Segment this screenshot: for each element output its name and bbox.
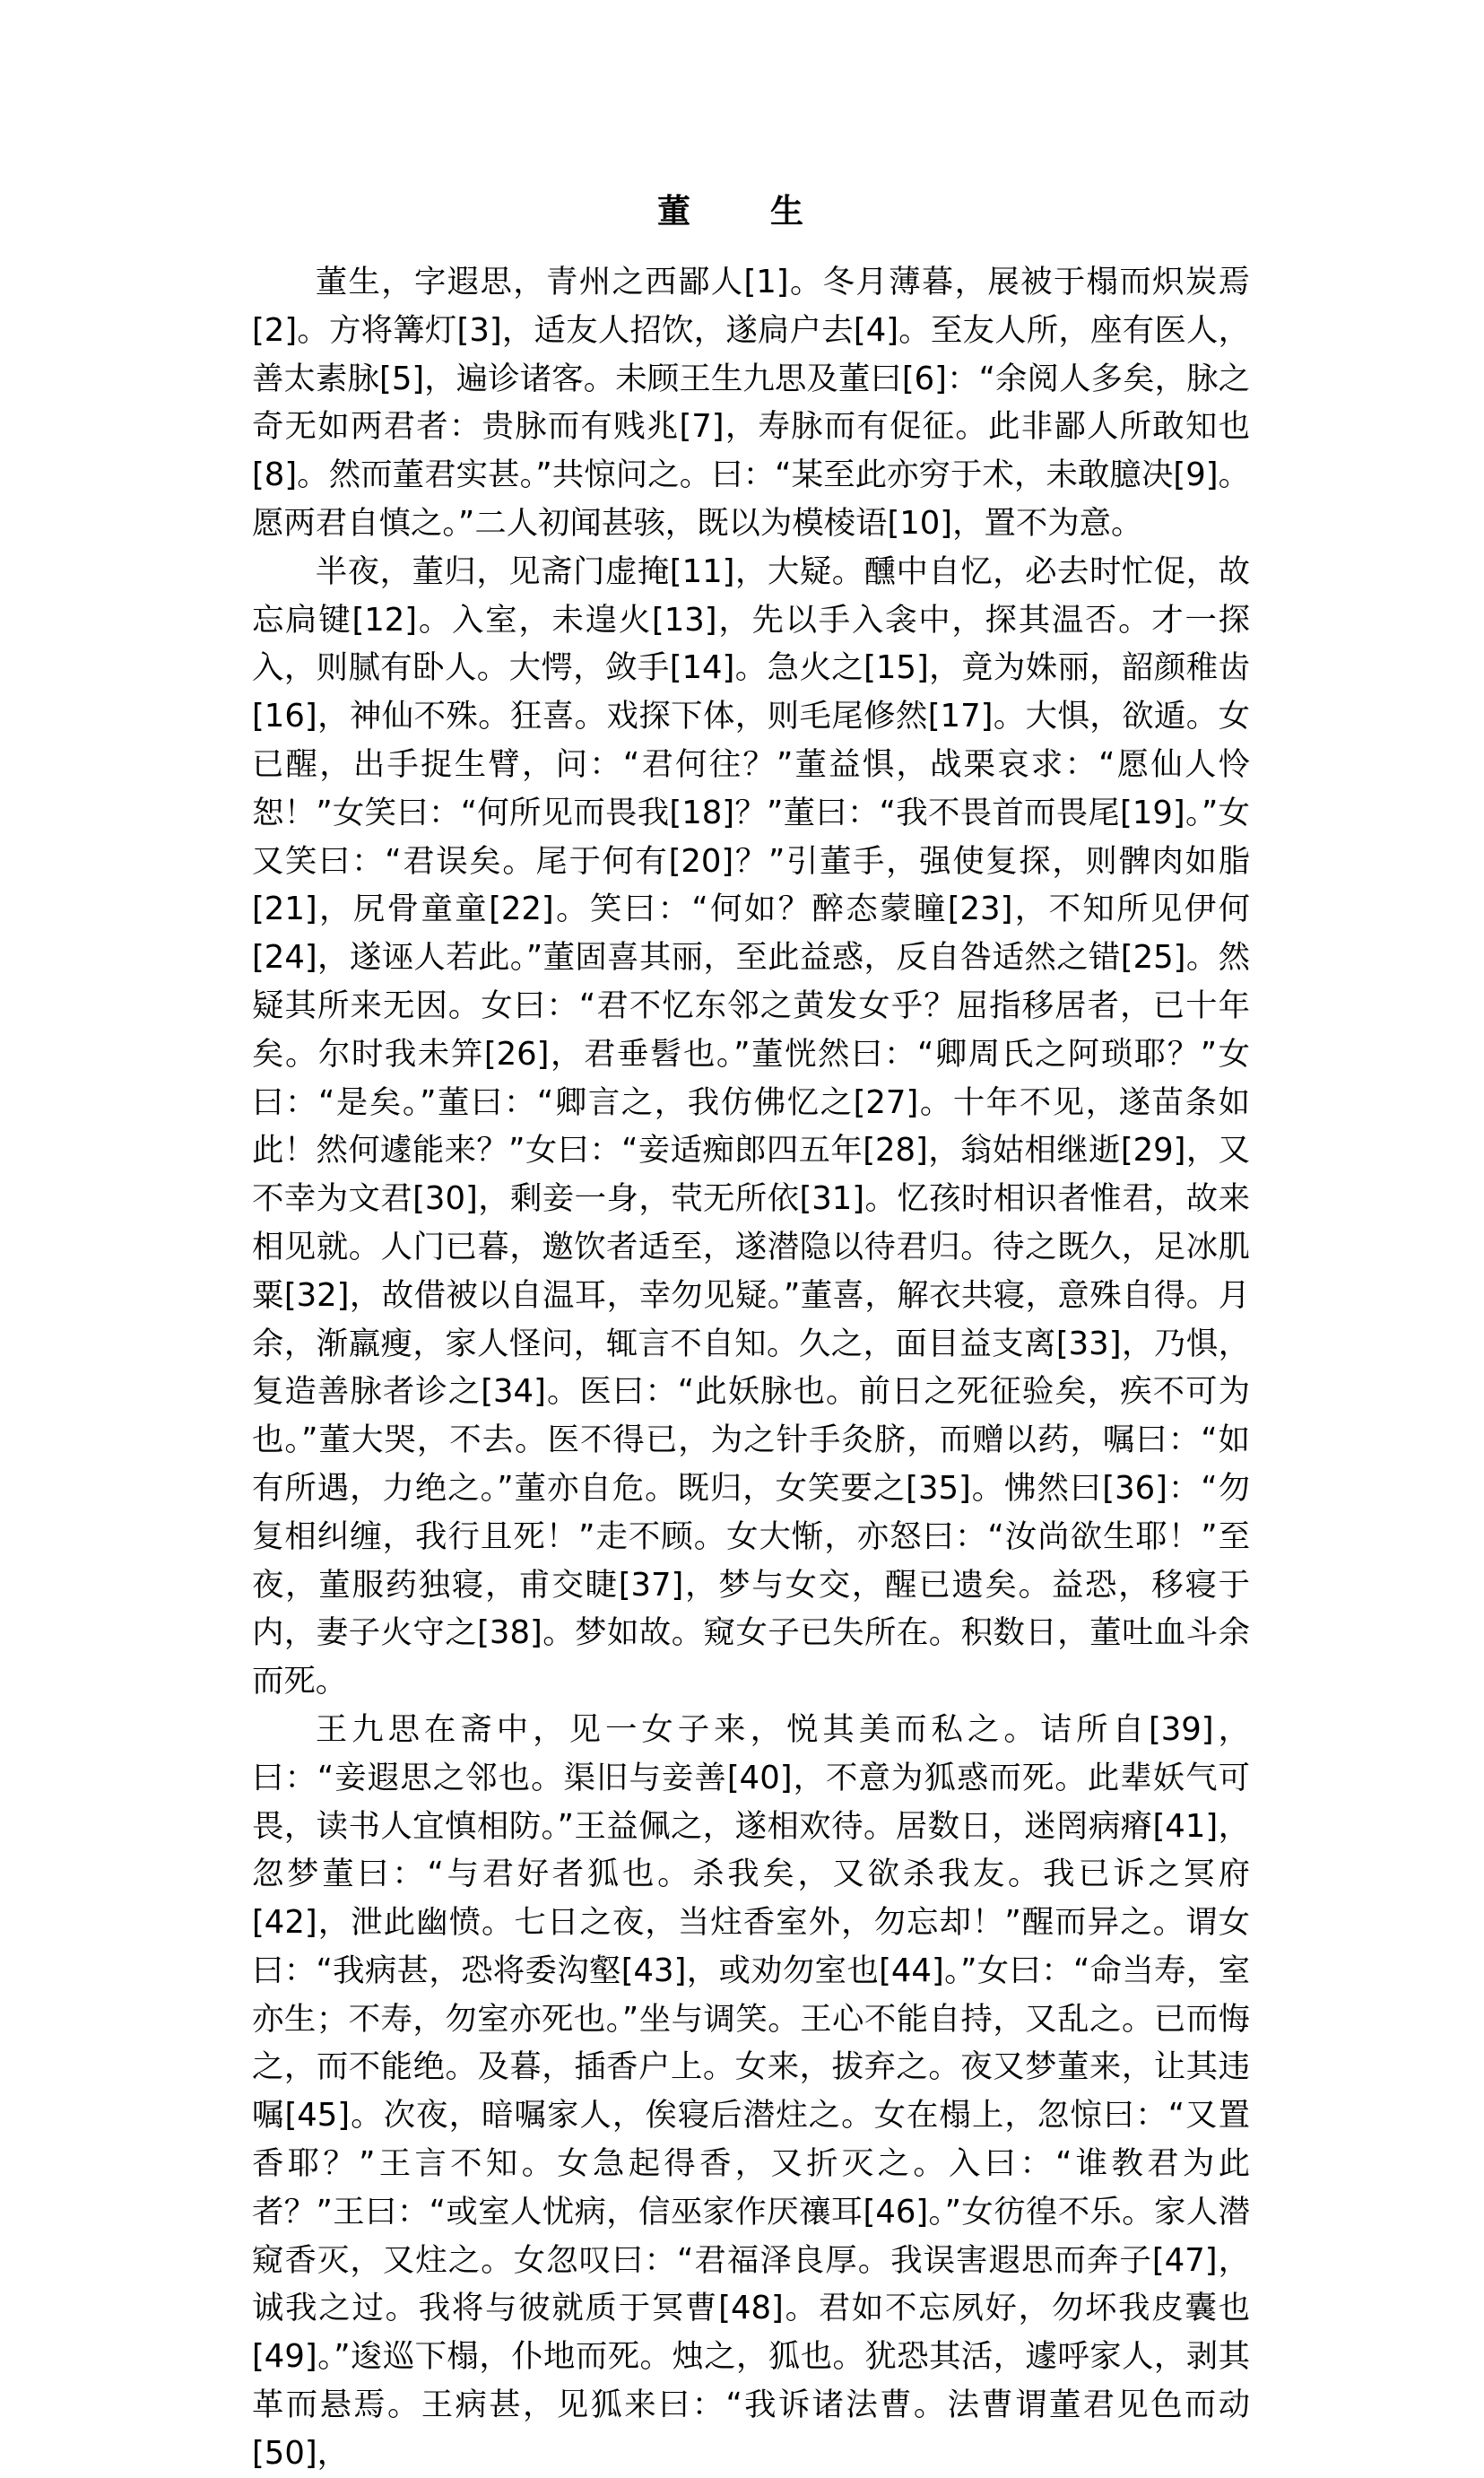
- paragraph-2: 半夜，董归，见斋门虚掩[11]，大疑。醺中自忆，必去时忙促，故忘扃键[12]。入室，未遑火[13]，先以手入衾中，探其温否。才一探入，则腻有卧人。大愕，敛手[14]。急火之[15]，竟为姝丽，韶颜稚齿[16]，神仙不殊。狂喜。戏探下体，则毛尾修然[17]。大惧，欲遁。女已醒，出手捉生臂，问：“君何往？”董益惧，战栗哀求：“愿仙人怜恕！”女笑曰：“何所见而畏我[18]？”董曰：“我不畏首而畏尾[19]。”女又笑曰：“君误矣。尾于何有[20]？”引董手，强使复探，则髀肉如脂[21]，尻骨童童[22]。笑曰：“何如？醉态蒙瞳[23]，不知所见伊何[24]，遂诬人若此。”董固喜其丽，至此益惑，反自咎适然之错[25]。然疑其所来无因。女曰：“君不忆东邻之黄发女乎？屈指移居者，已十年矣。尔时我未笄[26]，君垂髫也。”董恍然曰：“卿周氏之阿琐耶？”女曰：“是矣。”董曰：“卿言之，我仿佛忆之[27]。十年不见，遂苗条如此！然何遽能来？”女曰：“妾适痴郎四五年[28]，翁姑相继逝[29]，又不幸为文君[30]，剩妾一身，茕无所依[31]。忆孩时相识者惟君，故来相见就。人门已暮，邀饮者适至，遂潜隐以待君归。待之既久，足冰肌粟[32]，故借被以自温耳，幸勿见疑。”董喜，解衣共寝，意殊自得。月余，渐羸瘦，家人怪问，辄言不自知。久之，面目益支离[33]，乃惧，复造善脉者诊之[34]。医曰：“此妖脉也。前日之死征验矣，疾不可为也。”董大哭，不去。医不得已，为之针手灸脐，而赠以药，嘱曰：“如有所遇，力绝之。”董亦自危。既归，女笑要之[35]。怫然曰[36]：“勿复相纠缠，我行且死！”走不顾。女大惭，亦怒曰：“汝尚欲生耶！”至夜，董服药独寝，甫交睫[37]，梦与女交，醒已遗矣。益恐，移寝于内，妻子火守之[38]。梦如故。窥女子已失所在。积数日，董吐血斗余而死。: [252, 552, 1250, 1700]
- story-body: [252, 258, 1250, 2478]
- page-title: 董 生: [657, 192, 827, 230]
- paragraph-3: 王九思在斋中，见一女子来，悦其美而私之。诘所自[39]，曰：“妾遐思之邻也。渠旧与妾善[40]，不意为狐惑而死。此辈妖气可畏，读书人宜慎相防。”王益佩之，遂相欢待。居数日，迷罔病瘠[41]，忽梦董曰：“与君好者狐也。杀我矣，又欲杀我友。我已诉之冥府[42]，泄此幽愤。七日之夜，当炷香室外，勿忘却！”醒而异之。谓女曰：“我病甚，恐将委沟壑[43]，或劝勿室也[44]。”女曰：“命当寿，室亦生；不寿，勿室亦死也。”坐与调笑。王心不能自持，又乱之。已而悔之，而不能绝。及暮，插香户上。女来，拔弃之。夜又梦董来，让其违嘱[45]。次夜，暗嘱家人，俟寝后潜炷之。女在榻上，忽惊曰：“又置香耶？”王言不知。女急起得香，又折灭之。入曰：“谁教君为此者？”王曰：“或室人忧病，信巫家作厌禳耳[46]。”女彷徨不乐。家人潜窥香灭，又炷之。女忽叹曰：“君福泽良厚。我误害遐思而奔子[47]，诚我之过。我将与彼就质于冥曹[48]。君如不忘夙好，勿坏我皮囊也[49]。”逡巡下榻，仆地而死。烛之，狐也。犹恐其活，遽呼家人，剥其革而悬焉。王病甚，见狐来曰：“我诉诸法曹。法曹谓董君见色而动[50]，: [252, 1710, 1250, 2472]
- paragraph-1: 董生，字遐思，青州之西鄙人[1]。冬月薄暮，展被于榻而炽炭焉[2]。方将篝灯[3]，适友人招饮，遂扃户去[4]。至友人所，座有医人，善太素脉[5]，遍诊诸客。未顾王生九思及董曰[6]：“余阅人多矣，脉之奇无如两君者：贵脉而有贱兆[7]，寿脉而有促征。此非鄙人所敢知也[8]。然而董君实甚。”共惊问之。曰：“某至此亦穷于术，未敢臆决[9]。愿两君自慎之。”二人初闻甚骇，既以为模棱语[10]，置不为意。: [252, 264, 1250, 542]
